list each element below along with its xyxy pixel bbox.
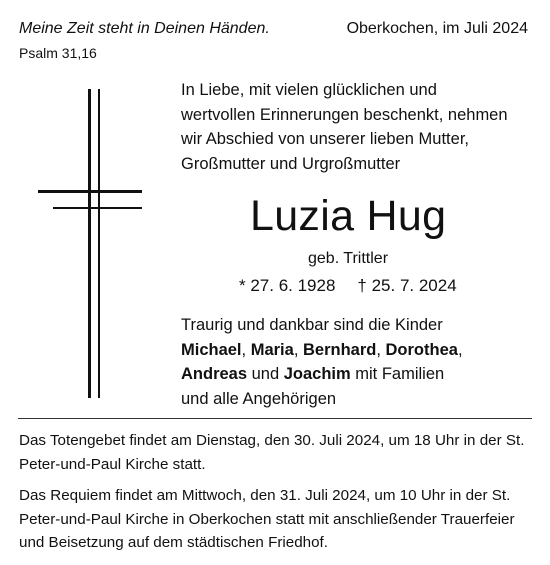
place-date: Oberkochen, im Juli 2024 bbox=[346, 20, 528, 37]
family-name: Maria bbox=[250, 340, 294, 359]
intro-line: In Liebe, mit vielen glücklichen und bbox=[181, 81, 437, 99]
family-line bbox=[181, 338, 463, 363]
separator: , bbox=[293, 340, 303, 359]
family-line bbox=[181, 362, 463, 387]
family-name: Michael bbox=[181, 340, 242, 359]
requiem-notice: Das Requiem findet am Mittwoch, den 31. Juli 2024, um 10 Uhr in der St. Peter-und-Paul Kirche in Oberkochen statt mit anschließender Trauerfeier und Beisetzung auf dem städtischen Friedhof. bbox=[19, 487, 515, 552]
psalm-reference: Psalm 31,16 bbox=[19, 45, 97, 61]
intro-line: Großmutter und Urgroßmutter bbox=[181, 154, 401, 173]
death-date: † 25. 7. 2024 bbox=[357, 276, 457, 295]
family-line: Traurig und dankbar sind die Kinder bbox=[181, 316, 443, 334]
intro-text bbox=[181, 78, 508, 176]
family-name: Dorothea bbox=[385, 340, 458, 359]
connector: und bbox=[247, 365, 284, 384]
life-dates bbox=[239, 276, 457, 296]
cross-horizontal-bar-offset bbox=[53, 207, 142, 209]
intro-line: wertvollen Erinnerungen beschenkt, nehmen bbox=[181, 105, 508, 124]
cross-vertical-bar-offset bbox=[98, 89, 100, 398]
cross-vertical-bar bbox=[88, 89, 91, 398]
separator: , bbox=[457, 340, 463, 359]
cross-horizontal-bar bbox=[38, 190, 142, 193]
totengebet-notice: Das Totengebet findet am Dienstag, den 30. Juli 2024, um 18 Uhr in der St. Peter-und-Paul Kirche statt. bbox=[19, 432, 525, 473]
birth-date: * 27. 6. 1928 bbox=[239, 276, 336, 295]
birth-name: geb. Trittler bbox=[308, 250, 389, 267]
separator: , bbox=[241, 340, 251, 359]
divider bbox=[18, 418, 532, 419]
connector: mit Familien bbox=[350, 365, 445, 384]
family-name: Joachim bbox=[283, 365, 351, 384]
intro-line: wir Abschied von unserer lieben Mutter, bbox=[181, 130, 469, 149]
family-name: Bernhard bbox=[302, 340, 377, 359]
family-block bbox=[181, 313, 463, 411]
motto: Meine Zeit steht in Deinen Händen. bbox=[19, 20, 270, 37]
deceased-name: Luzia Hug bbox=[250, 192, 447, 240]
family-name: Andreas bbox=[181, 365, 248, 384]
separator: , bbox=[376, 340, 386, 359]
family-line: und alle Angehörigen bbox=[181, 389, 337, 408]
